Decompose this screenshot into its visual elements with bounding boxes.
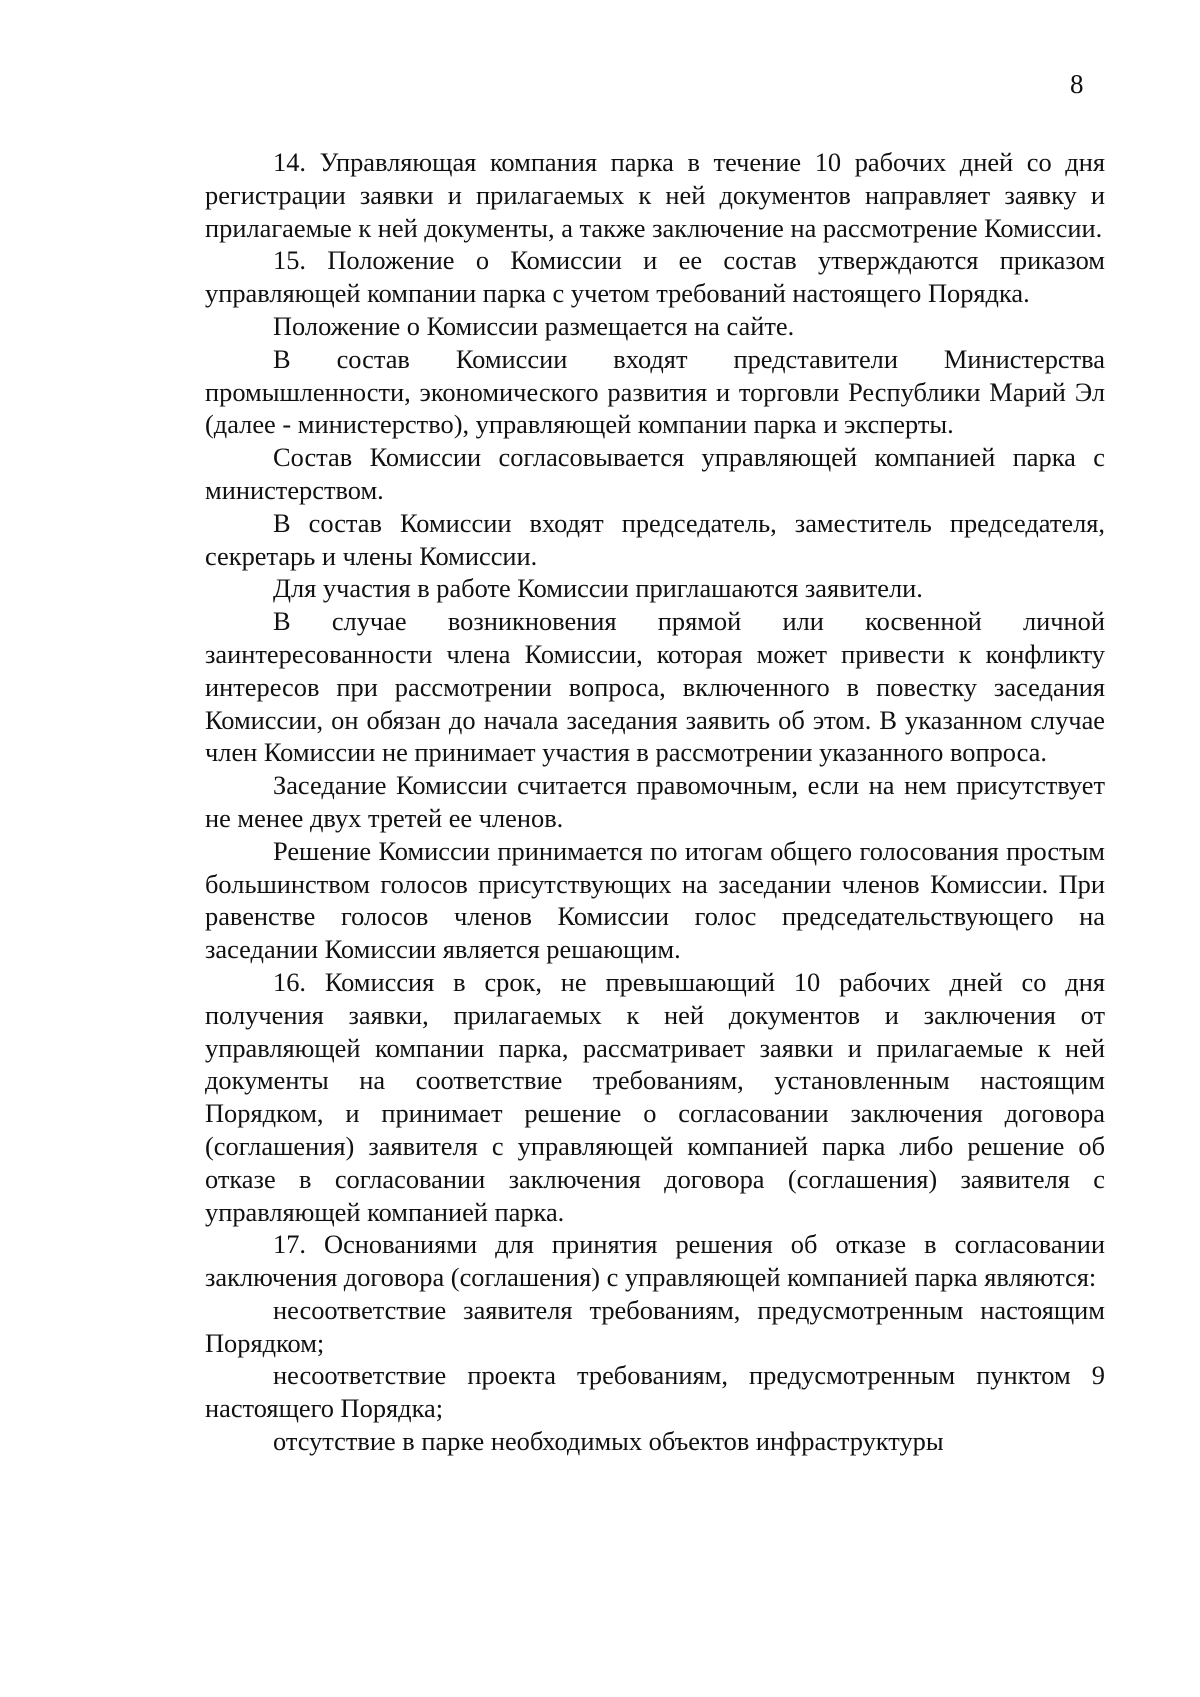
paragraph-17-reason-project: несоответствие проекта требованиям, предусмотренным пунктом 9 настоящего Порядка; <box>205 1360 1105 1424</box>
paragraph-15-applicants: Для участия в работе Комиссии приглашаются заявители. <box>273 573 923 604</box>
paragraph-15: 15. Положение о Комиссии и ее состав утверждаются приказом управляющей компании парка с учетом требований настоящего Порядка. <box>205 245 1105 309</box>
paragraph-15-approval: Состав Комиссии согласовывается управляющей компанией парка с министерством. <box>205 442 1105 505</box>
paragraph-15-quorum: Заседание Комиссии считается правомочным, если на нем присутствует не менее двух третей ее членов. <box>205 770 1105 833</box>
paragraph-15-composition: В состав Комиссии входят председатель, заместитель председателя, секретарь и члены Комиссии. <box>205 507 1105 571</box>
paragraph-15-voting: Решение Комиссии принимается по итогам общего голосования простым большинством голосов присутствующих на заседании членов Комиссии. При равенстве голосов членов Комиссии голос председательствующего на заседании Комиссии является решающим. <box>205 835 1105 965</box>
paragraph-15-conflict-of-interest: В случае возникновения прямой или косвенной личной заинтересованности члена Комиссии, которая может привести к конфликту интересов при рассмотрении вопроса, включенного в повестку заседания Комиссии, он обязан до начала заседания заявить об этом. В указанном случае член Комиссии не принимает участия в рассмотрении указанного вопроса. <box>205 606 1105 768</box>
paragraph-16: 16. Комиссия в срок, не превышающий 10 рабочих дней со дня получения заявки, прилагаемых к ней документов и заключения от управляющей компании парка, рассматривает заявки и прилагаемые к ней документы на соответствие требованиям, установленным настоящим Порядком, и принимает решение о согласовании заключения договора (соглашения) заявителя с управляющей компанией парка либо решение об отказе в согласовании заключения договора (соглашения) заявителя с управляющей компанией парка. <box>205 966 1105 1227</box>
paragraph-17-reason-infrastructure: отсутствие в парке необходимых объектов инфраструктуры <box>273 1426 944 1457</box>
paragraph-15-placement: Положение о Комиссии размещается на сайте. <box>273 310 795 341</box>
paragraph-17-reason-applicant: несоответствие заявителя требованиям, предусмотренным настоящим Порядком; <box>205 1294 1105 1358</box>
paragraph-15-members: В состав Комиссии входят представители Министерства промышленности, экономического развития и торговли Республики Марий Эл (далее - министерство), управляющей компании парка и эксперты. <box>205 343 1105 440</box>
page-number: 8 <box>1070 69 1084 99</box>
document-body <box>205 146 1105 1458</box>
paragraph-14: 14. Управляющая компания парка в течение 10 рабочих дней со дня регистрации заявки и прилагаемых к ней документов направляет заявку и прилагаемые к ней документы, а также заключение на рассмотрение Комиссии. <box>205 147 1105 243</box>
paragraph-17: 17. Основаниями для принятия решения об отказе в согласовании заключения договора (соглашения) с управляющей компанией парка являются: <box>205 1229 1105 1293</box>
